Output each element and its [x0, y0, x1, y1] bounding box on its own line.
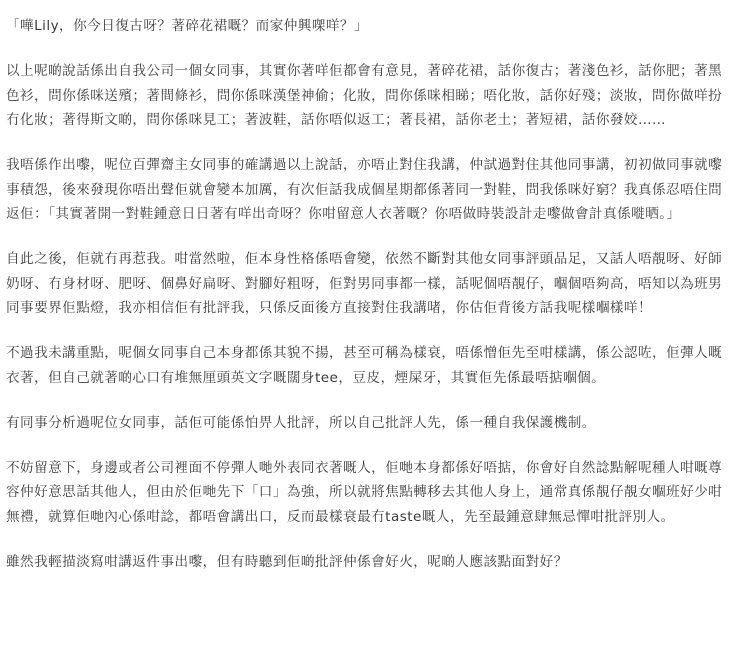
article-paragraph-1: 「嘩Lily，你今日復古呀？著碎花裙嘅？而家仲興㗎咩？」	[6, 18, 369, 34]
article-paragraph-5: 不過我未講重點，呢個女同事自己本身都係其貌不揚，甚至可稱為樣衰，唔係憎佢先至咁樣講，係公認咗，佢彈人嘅衣著，但自己就著啲心口有堆無厘頭英文字嘅闊身tee，豆皮，煙屎牙，其實佢先係最唔掂嗰個。	[6, 345, 723, 386]
article-paragraph-4: 自此之後，佢就冇再惹我。咁當然啦，佢本身性格係唔會變，依然不斷對其他女同事評頭品足，又話人唔靚呀、好師奶呀、冇身材呀、肥呀、個鼻好扁呀、對腳好粗呀，佢對男同事都一樣，話呢個唔靚仔，嗰個唔夠高，唔知以為班男同事要界佢點燈，我亦相信佢有批評我，只係反面後方直接對住我講啫，你估佢背後方話我呢樣嗰樣咩！	[6, 251, 723, 316]
article-paragraph-8: 雖然我輕描淡寫咁講返件事出嚟，但有時聽到佢啲批評仲係會好火，呢啲人應該點面對好？	[6, 553, 568, 570]
article-paragraph-7: 不妨留意下，身邊或者公司裡面不停彈人哋外表同衣著嘅人，佢哋本身都係好唔掂，你會好自然諗點解呢種人咁嘅尊容仲好意思話其他人，但由於佢哋先下「口」為強，所以就將焦點轉移去其他人身上，通常真係靚仔靚女嗰班好少咁無禮，就算佢哋內心係咁諗，都唔會講出口，反而最樣衰最冇taste嘅人，先至最鍾意肆無忌憚咁批評別人。	[6, 459, 723, 525]
article-paragraph-3: 我唔係作出嚟，呢位百彈齋主女同事的確講過以上說話，亦唔止對住我講，仲試過對住其他同事講，初初做同事就嚟事積怨，後來發現你唔出聲佢就會變本加厲，有次佢話我成個星期都係著同一對鞋，問我係咪好窮？我真係忍唔住問返佢：「其實著開一對鞋鍾意日日著有咩出奇呀？你咁留意人衣著嘅？你唔做時裝設計走嚟做會計真係嘥晒。」	[6, 157, 723, 222]
article-paragraph-2: 以上呢啲說話係出自我公司一個女同事，其實你著咩佢都會有意見，著碎花裙，話你復古；著淺色衫，話你肥；著黑色衫，問你係咪送殯；著間條衫，問你係咪漢堡神偷；化妝，問你係咪相睇；唔化妝，話你好殘；淡妝，問你做咩扮冇化妝；著得斯文啲，問你係咪見工；著波鞋，話你唔似返工；著長裙，話你老土；著短裙，話你發姣……	[6, 63, 723, 128]
article-paragraph-6: 有同事分析過呢位女同事，話佢可能係怕畀人批評，所以自己批評人先，係一種自我保護機制。	[6, 414, 596, 431]
